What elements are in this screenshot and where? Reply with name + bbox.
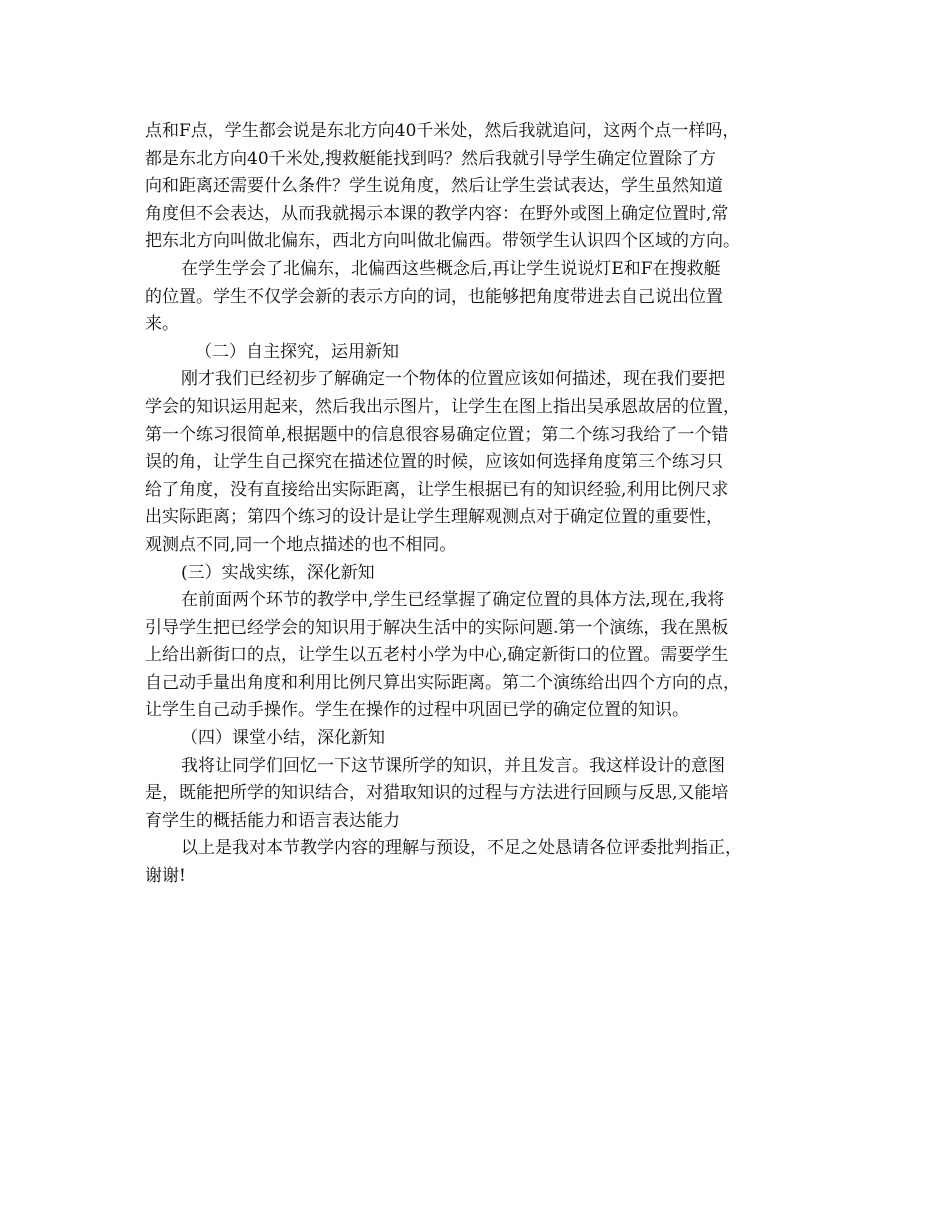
document-line: （四）课堂小结，深化新知 xyxy=(181,728,385,749)
document-line: 育学生的概括能力和语言表达能力 xyxy=(145,810,400,831)
document-line: 是，既能把所学的知识结合，对猎取知识的过程与方法进行回顾与反思,又能培 xyxy=(145,783,729,804)
document-body xyxy=(145,118,810,891)
document-line: 给了角度，没有直接给出实际距离，让学生根据已有的知识经验,利用比例尺求 xyxy=(145,479,729,500)
document-line: 学会的知识运用起来，然后我出示图片，让学生在图上指出吴承恩故居的位置， xyxy=(145,396,740,417)
document-line: （二）自主探究，运用新知 xyxy=(195,341,399,362)
document-line: 向和距离还需要什么条件？学生说角度，然后让学生尝试表达，学生虽然知道 xyxy=(145,176,723,197)
document-line: 引导学生把已经学会的知识用于解决生活中的实际问题.第一个演练，我在黑板 xyxy=(145,617,729,638)
document-line: 以上是我对本节教学内容的理解与预设，不足之处恳请各位评委批判指正， xyxy=(181,838,742,859)
document-line: 刚才我们已经初步了解确定一个物体的位置应该如何描述，现在我们要把 xyxy=(181,369,725,390)
document-line: 都是东北方向40千米处,搜救艇能找到吗？然后我就引导学生确定位置除了方 xyxy=(145,148,717,169)
document-line: 我将让同学们回忆一下这节课所学的知识，并且发言。我这样设计的意图 xyxy=(181,755,725,776)
document-line: 来。 xyxy=(145,314,179,335)
document-line: 角度但不会表达，从而我就揭示本课的教学内容：在野外或图上确定位置时,常 xyxy=(145,203,729,224)
document-line: 观测点不同,同一个地点描述的也不相同。 xyxy=(145,534,457,555)
document-line: 在学生学会了北偏东，北偏西这些概念后,再让学生说说灯E和F在搜救艇 xyxy=(181,258,721,279)
document-line: 谢谢! xyxy=(145,866,186,887)
document-line: 误的角，让学生自己探究在描述位置的时候，应该如何选择角度第三个练习只 xyxy=(145,452,723,473)
document-line: (三）实战实练，深化新知 xyxy=(181,562,375,583)
document-line: 点和F点，学生都会说是东北方向40千米处，然后我就追问，这两个点一样吗， xyxy=(145,121,740,141)
document-line: 出实际距离；第四个练习的设计是让学生理解观测点对于确定位置的重要性， xyxy=(145,507,723,528)
document-line: 上给出新街口的点，让学生以五老村小学为中心,确定新街口的位置。需要学生 xyxy=(145,645,729,666)
document-line: 在前面两个环节的教学中,学生已经掌握了确定位置的具体方法,现在,我将 xyxy=(181,590,725,611)
document-line: 让学生自己动手操作。学生在操作的过程中巩固已学的确定位置的知识。 xyxy=(145,700,689,721)
document-line: 把东北方向叫做北偏东，西北方向叫做北偏西。带领学生认识四个区域的方向。 xyxy=(145,231,740,252)
document-line: 自己动手量出角度和利用比例尺算出实际距离。第二个演练给出四个方向的点， xyxy=(145,672,740,693)
document-line: 的位置。学生不仅学会新的表示方向的词，也能够把角度带进去自己说出位置 xyxy=(145,286,723,307)
document-line: 第一个练习很简单,根据题中的信息很容易确定位置；第二个练习我给了一个错 xyxy=(145,424,729,445)
